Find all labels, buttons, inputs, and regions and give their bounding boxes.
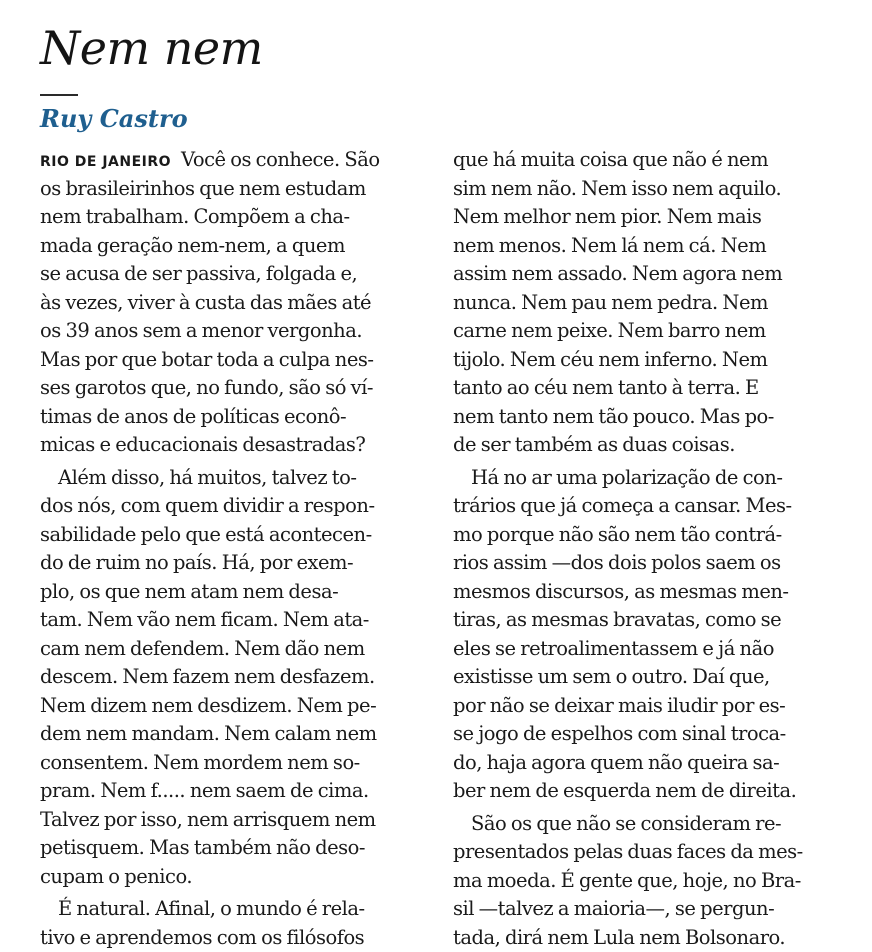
text-line: mada geração nem-nem, a quem <box>40 232 440 261</box>
text-line: tivo e aprendemos com os filósofos <box>40 924 440 952</box>
text-line: mo porque não são nem tão contrá- <box>453 521 843 550</box>
text-line: Nem melhor nem pior. Nem mais <box>453 203 843 232</box>
text-line: Talvez por isso, nem arrisquem nem <box>40 806 440 835</box>
text-line: presentados pelas duas faces da mes- <box>453 838 843 867</box>
text-line: ber nem de esquerda nem de direita. <box>453 777 843 806</box>
text-line: trários que já começa a cansar. Mes- <box>453 492 843 521</box>
text-line: Nem dizem nem desdizem. Nem pe- <box>40 692 440 721</box>
text-line: sim nem não. Nem isso nem aquilo. <box>453 175 843 204</box>
byline-rule <box>40 94 78 96</box>
text-line: Mas por que botar toda a culpa nes- <box>40 346 440 375</box>
text-line: às vezes, viver à custa das mães até <box>40 289 440 318</box>
text-line: timas de anos de políticas econô- <box>40 403 440 432</box>
text-line: sil —talvez a maioria—, se pergun- <box>453 895 843 924</box>
text-line: plo, os que nem atam nem desa- <box>40 578 440 607</box>
text-line: cupam o penico. <box>40 863 440 892</box>
headline: Nem nem <box>40 18 263 78</box>
text-line: petisquem. Mas também não deso- <box>40 834 440 863</box>
text-line: ma moeda. É gente que, hoje, no Bra- <box>453 867 843 896</box>
right-column <box>453 146 843 952</box>
text-line: existisse um sem o outro. Daí que, <box>453 663 843 692</box>
text-line: micas e educacionais desastradas? <box>40 431 440 460</box>
text-line: mesmos discursos, as mesmas men- <box>453 578 843 607</box>
text-line: de ser também as duas coisas. <box>453 431 843 460</box>
text-line: tiras, as mesmas bravatas, como se <box>453 606 843 635</box>
text-line: rios assim —dos dois polos saem os <box>453 549 843 578</box>
text-line: RIO DE JANEIRO Você os conhece. São <box>40 146 440 175</box>
text-line: do de ruim no país. Há, por exem- <box>40 549 440 578</box>
text-line: por não se deixar mais iludir por es- <box>453 692 843 721</box>
text-line: nunca. Nem pau nem pedra. Nem <box>453 289 843 318</box>
text-line: dos nós, com quem dividir a respon- <box>40 492 440 521</box>
text-line: consentem. Nem mordem nem so- <box>40 749 440 778</box>
text-line: do, haja agora quem não queira sa- <box>453 749 843 778</box>
text-line: eles se retroalimentassem e já não <box>453 635 843 664</box>
text-line: ses garotos que, no fundo, são só ví- <box>40 374 440 403</box>
text-line: descem. Nem fazem nem desfazem. <box>40 663 440 692</box>
text-line: É natural. Afinal, o mundo é rela- <box>40 895 440 924</box>
text-line: nem tanto nem tão pouco. Mas po- <box>453 403 843 432</box>
text-line: tada, dirá nem Lula nem Bolsonaro. <box>453 924 843 952</box>
text-line: assim nem assado. Nem agora nem <box>453 260 843 289</box>
text-line: cam nem defendem. Nem dão nem <box>40 635 440 664</box>
text-line: se acusa de ser passiva, folgada e, <box>40 260 440 289</box>
text-line: sabilidade pelo que está acontecen- <box>40 521 440 550</box>
text-line: dem nem mandam. Nem calam nem <box>40 720 440 749</box>
text-line: São os que não se consideram re- <box>453 810 843 839</box>
text-line: Além disso, há muitos, talvez to- <box>40 464 440 493</box>
text-line: os brasileirinhos que nem estudam <box>40 175 440 204</box>
dateline: RIO DE JANEIRO <box>40 154 171 170</box>
text-line: tijolo. Nem céu nem inferno. Nem <box>453 346 843 375</box>
text-line: os 39 anos sem a menor vergonha. <box>40 317 440 346</box>
text-line: nem menos. Nem lá nem cá. Nem <box>453 232 843 261</box>
text-line: Há no ar uma polarização de con- <box>453 464 843 493</box>
byline: Ruy Castro <box>40 101 188 137</box>
text-line: pram. Nem f..... nem saem de cima. <box>40 777 440 806</box>
text-line: tam. Nem vão nem ficam. Nem ata- <box>40 606 440 635</box>
text-line: se jogo de espelhos com sinal troca- <box>453 720 843 749</box>
text-line: que há muita coisa que não é nem <box>453 146 843 175</box>
text-line: carne nem peixe. Nem barro nem <box>453 317 843 346</box>
left-column <box>40 146 440 952</box>
text-line: tanto ao céu nem tanto à terra. E <box>453 374 843 403</box>
text-line: nem trabalham. Compõem a cha- <box>40 203 440 232</box>
